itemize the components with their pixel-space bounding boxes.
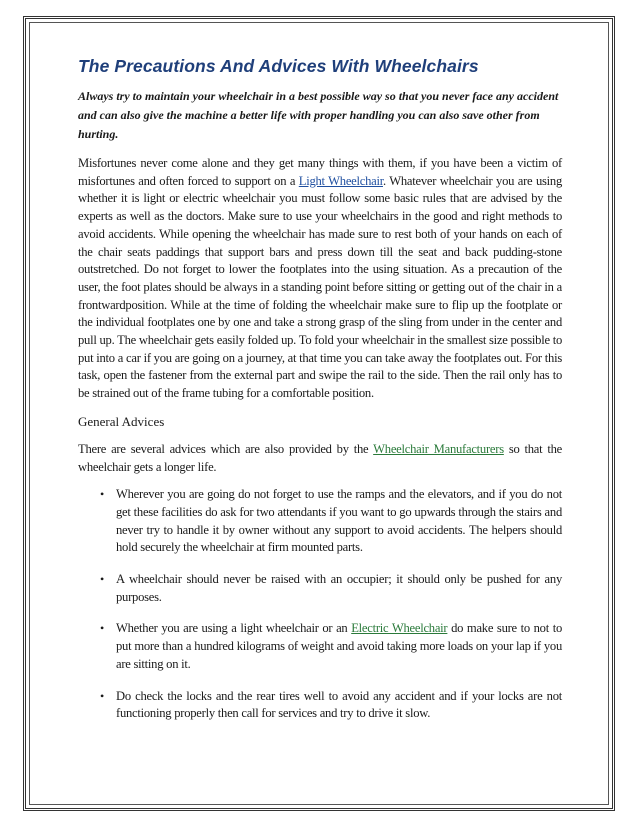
document-title: The Precautions And Advices With Wheelchairs	[78, 56, 479, 76]
intro-paragraph: Always try to maintain your wheelchair in a best possible way so that you never face any accident and can also give the machine a better life with proper handling you can also save other from hurting.	[78, 89, 559, 141]
list-item-text: Wherever you are going do not forget to use the ramps and the elevators, and if you do not get these facilities do ask for two attendants if you want to go upwards through the stairs and never try to handle it by owner without any support to avoid accidents. The helpers should hold securely the wheelchair at firm mounted parts.	[116, 487, 562, 555]
list-item	[78, 486, 562, 557]
document-body	[78, 56, 562, 737]
advice-list	[78, 486, 562, 723]
paragraph-text: There are several advices which are also provided by the	[78, 441, 374, 456]
list-item-text-end: do make sure to not to put more than a hundred kilograms of weight and avoid taking more loads on your lap if you are sitting on it.	[116, 621, 562, 671]
bullet-icon: •	[100, 487, 104, 502]
list-item	[78, 620, 562, 673]
list-item-text: Do check the locks and the rear tires well to avoid any accident and if your locks are not functioning properly then call for services and try to drive it slow.	[116, 688, 562, 721]
list-item-text-start: Whether you are using a light wheelchair or an	[116, 621, 352, 636]
list-item	[78, 688, 562, 723]
bullet-icon: •	[100, 572, 104, 587]
paragraph-text: . Whatever wheelchair you are using whether it is light or electric wheelchair you must follow some basic rules that are advised by the experts as well as the doctors. Make sure to use your wheelchairs in the good and right methods to avoid accidents. While opening the wheelchair has made sure to rest both of your hands on each of the chair seats paddings that support bars and press down till the seat and back pudding-stone outstretched. Do not forget to lower the footplates into the using situation. As a precaution of the user, the foot plates should be always in a standing point before sitting or getting out of the chair in a frontwardposition. While at the time of folding the wheelchair make sure to flip up the footplate or the individual footplates one by one and take a strong grasp of the sling from under in the center and pull up. The wheelchair gets easily folded up. To fold your wheelchair in the smallest size possible to put into a car if you are going on a journey, at that time you can take away the footplates out. For this task, open the fastener from the external part and swipe the rail to the side. Then the rail only has to be strained out of the frame tubing for a comfortable position.	[78, 173, 562, 401]
list-item-text	[116, 621, 562, 670]
electric-wheelchair-link[interactable]: Electric Wheelchair	[351, 621, 448, 636]
wheelchair-manufacturers-link[interactable]: Wheelchair Manufacturers	[373, 441, 504, 456]
light-wheelchair-link[interactable]: Light Wheelchair	[298, 173, 383, 188]
bullet-icon: •	[100, 688, 104, 703]
paragraph-text: so that the wheelchair gets a longer life.	[78, 441, 562, 474]
list-item-text: A wheelchair should never be raised with an occupier; it should only be pushed for any purposes.	[116, 572, 562, 604]
paragraph-precautions	[78, 155, 562, 403]
section-heading: General Advices	[78, 413, 165, 429]
bullet-icon: •	[100, 621, 104, 636]
list-item	[78, 571, 562, 606]
paragraph-advices	[78, 441, 562, 476]
paragraph-text: Misfortunes never come alone and they get many things with them, if you have been a victim of misfortunes and often forced to support on a	[78, 156, 562, 188]
